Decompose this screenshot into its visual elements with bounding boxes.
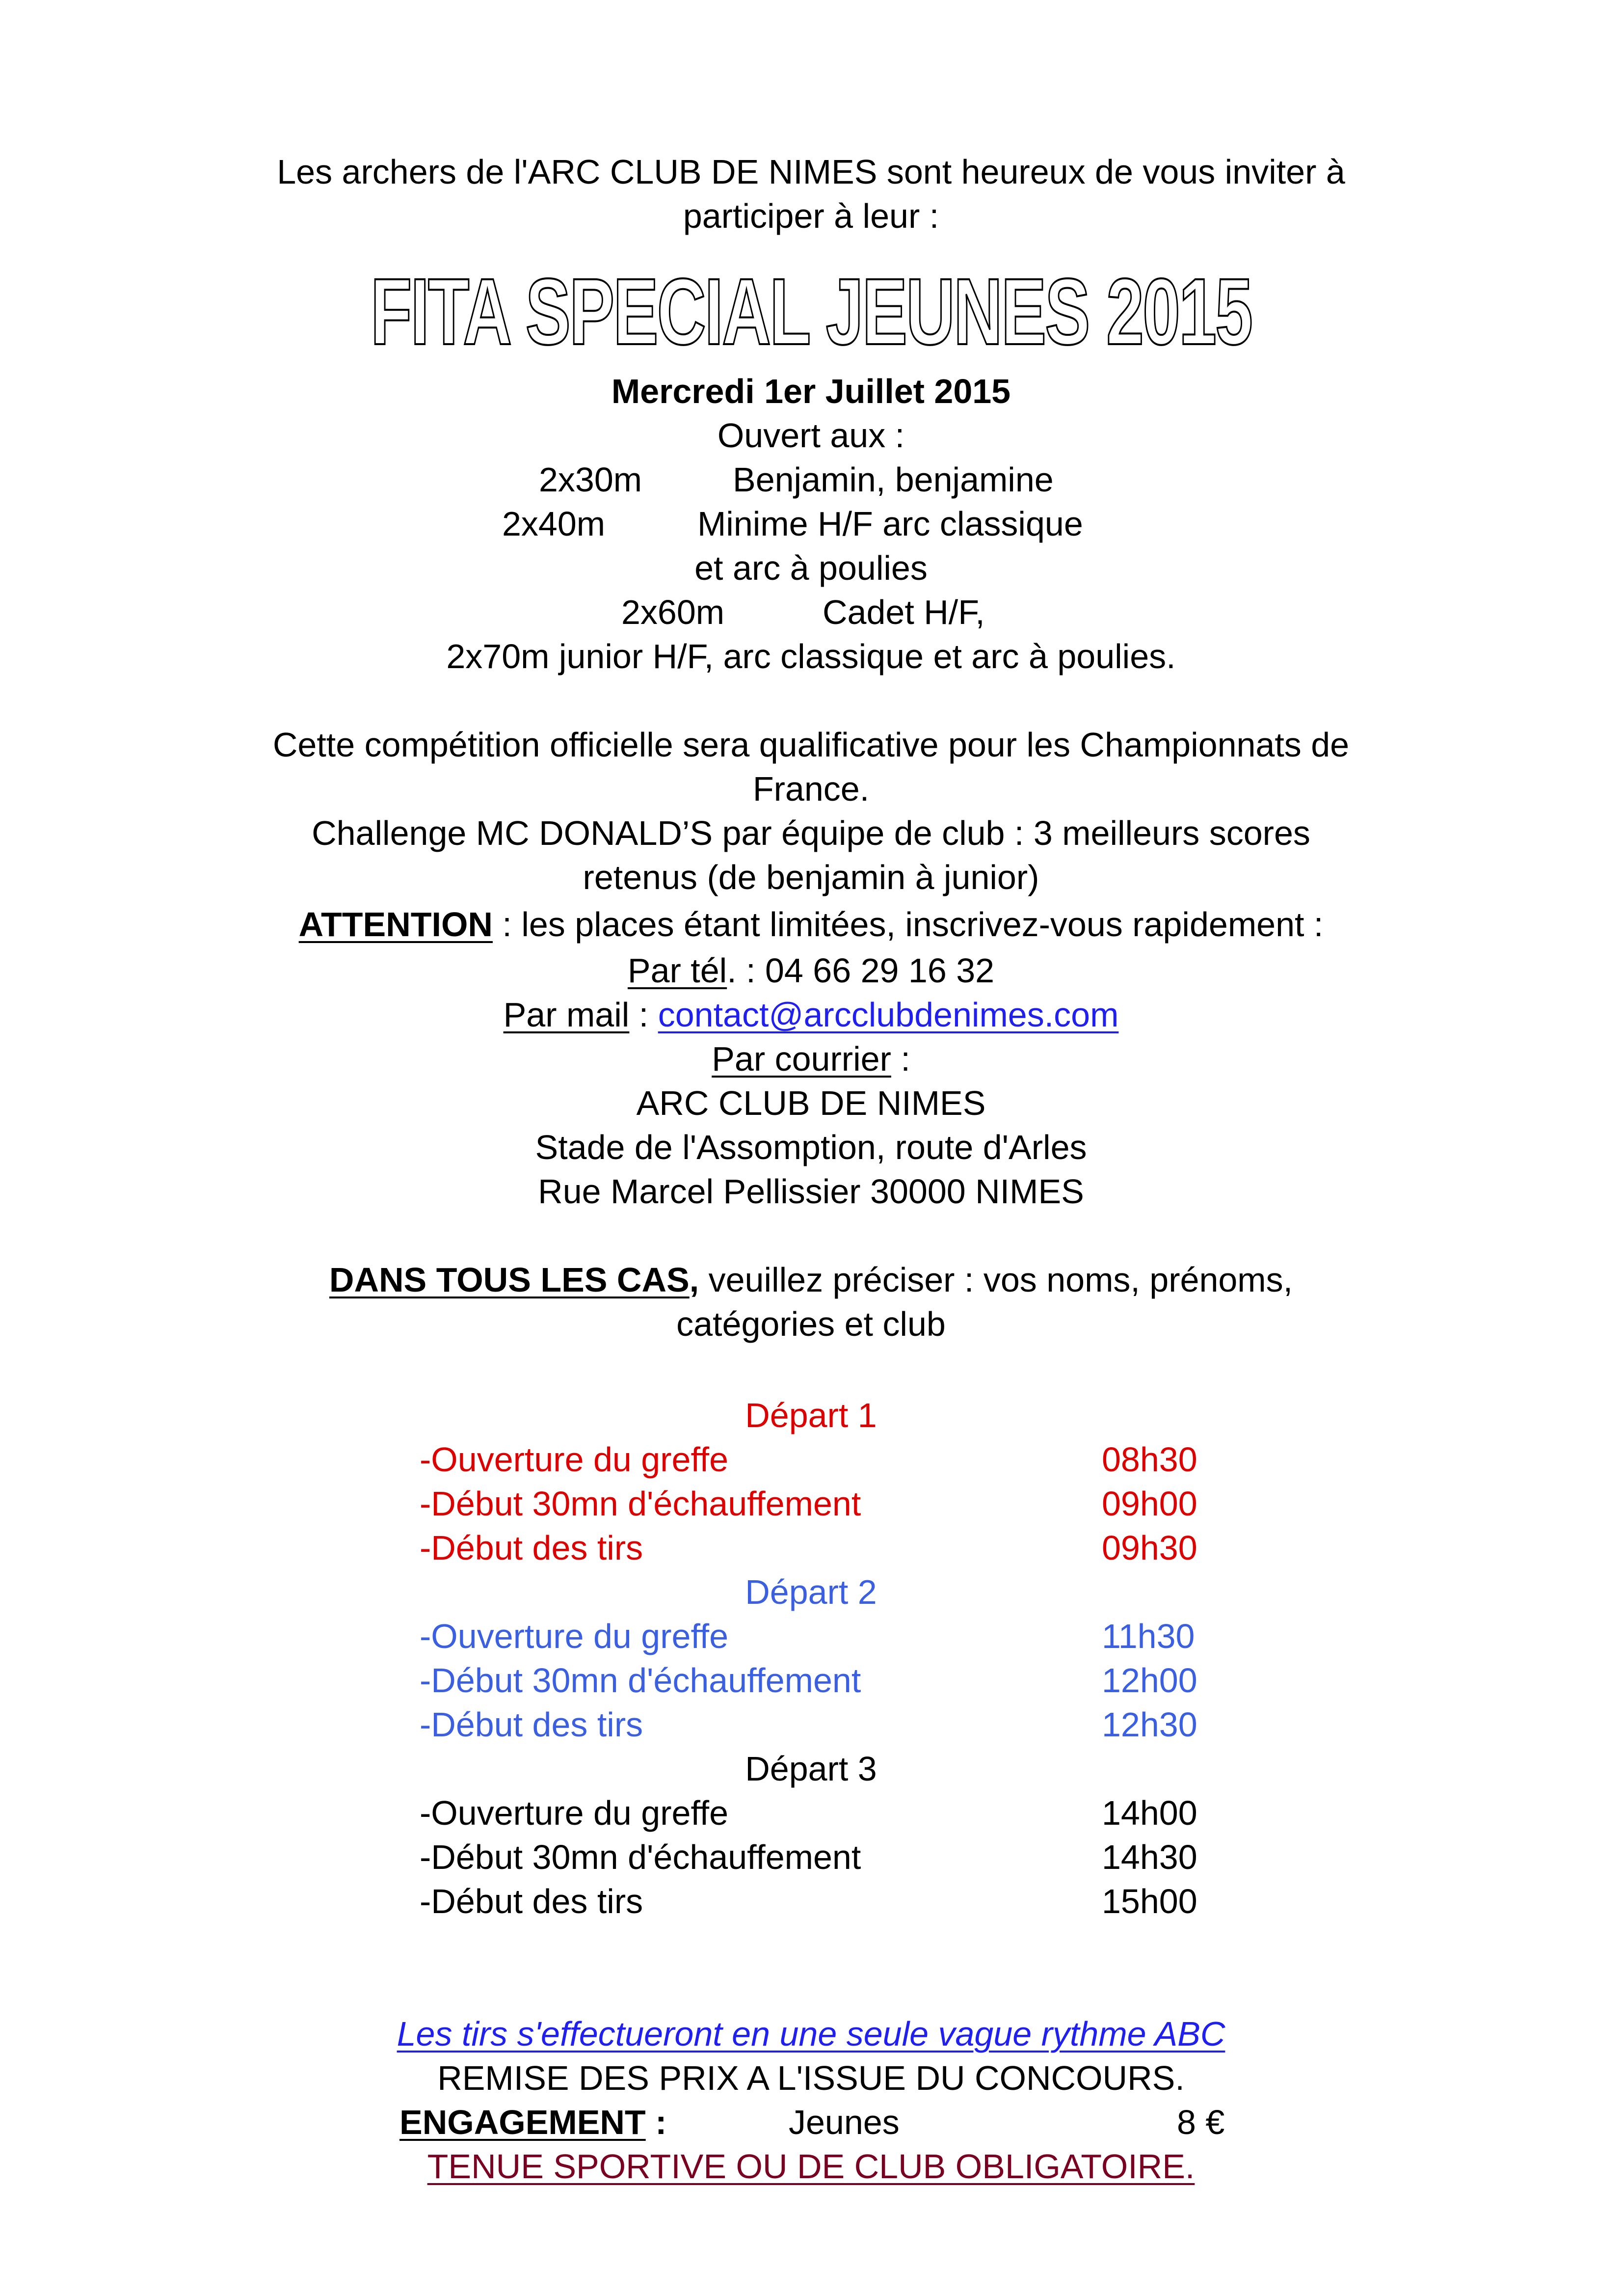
schedule-time: 12h00 [1102, 1661, 1197, 1700]
distance-2x60m: 2x60m [621, 593, 725, 631]
depart-2-row [420, 1702, 1215, 1747]
depart-1-title: Départ 1 [745, 1396, 877, 1434]
tenue-text: TENUE SPORTIVE OU DE CLUB OBLIGATOIRE. [427, 2147, 1195, 2186]
distance-2x30m: 2x30m [539, 460, 642, 499]
schedule-label: -Début 30mn d'échauffement [420, 1661, 861, 1700]
depart-3-title: Départ 3 [745, 1750, 877, 1788]
notice-comma: , [689, 1261, 699, 1299]
intro-line-2: participer à leur : [683, 197, 939, 235]
notice-line-1 [0, 1258, 1622, 1302]
schedule-time: 14h30 [1102, 1838, 1197, 1876]
depart-3-row [420, 1791, 1215, 1835]
contact-tel [0, 948, 1622, 993]
contact-mail [0, 993, 1622, 1037]
category-cadet: Cadet H/F, [823, 593, 985, 631]
open-to-heading: Ouvert aux : [717, 416, 905, 455]
address-line-3: Rue Marcel Pellissier 30000 NIMES [538, 1172, 1084, 1211]
tenue-line [0, 2144, 1622, 2188]
depart-2-row [420, 1614, 1215, 1658]
post-label: Par courrier [712, 1040, 891, 1078]
category-junior-line: 2x70m junior H/F, arc classique et arc à poulies. [446, 637, 1176, 675]
schedule-label: -Ouverture du greffe [420, 1440, 729, 1479]
schedule-label: -Ouverture du greffe [420, 1794, 729, 1832]
contact-post [0, 1037, 1622, 1081]
depart-3-row [420, 1879, 1215, 1923]
depart-2-row [420, 1658, 1215, 1702]
engagement-label-line [399, 2100, 666, 2144]
distance-2x40m: 2x40m [502, 505, 606, 543]
tel-label: Par tél [627, 951, 727, 990]
schedule-time: 09h30 [1102, 1529, 1197, 1567]
attention-text: : les places étant limitées, inscrivez-vous rapidement : [492, 905, 1324, 944]
depart-1-row [420, 1526, 1215, 1570]
mail-sep: : [629, 996, 658, 1034]
schedule-time: 14h00 [1102, 1794, 1197, 1832]
schedule-time: 09h00 [1102, 1485, 1197, 1523]
depart-1-row [420, 1437, 1215, 1482]
engagement-colon: : [645, 2103, 667, 2141]
schedule-label: -Début des tirs [420, 1705, 643, 1744]
schedule-label: -Ouverture du greffe [420, 1617, 729, 1655]
schedule-time: 12h30 [1102, 1705, 1197, 1744]
schedule-label: -Début 30mn d'échauffement [420, 1838, 861, 1876]
intro-line-1: Les archers de l'ARC CLUB DE NIMES sont heureux de vous inviter à [277, 153, 1345, 191]
engagement-label: ENGAGEMENT [399, 2103, 646, 2141]
notice-text: veuillez préciser : vos noms, prénoms, [699, 1261, 1293, 1299]
schedule-label: -Début des tirs [420, 1529, 643, 1567]
event-title: FITA SPECIAL JEUNES 2015 [370, 259, 1252, 364]
address-line-1: ARC CLUB DE NIMES [636, 1084, 986, 1122]
schedule-time: 08h30 [1102, 1440, 1197, 1479]
notice-line-2: catégories et club [676, 1305, 946, 1343]
remise-line: REMISE DES PRIX A L'ISSUE DU CONCOURS. [437, 2059, 1185, 2097]
vague-line [0, 2012, 1622, 2056]
schedule-label: -Début 30mn d'échauffement [420, 1485, 861, 1523]
attention-label: ATTENTION [298, 905, 493, 944]
depart-3-row [420, 1835, 1215, 1879]
mail-label: Par mail [503, 996, 630, 1034]
category-benjamin: Benjamin, benjamine [733, 460, 1054, 499]
challenge-line-1: Challenge MC DONALD’S par équipe de club : 3 meilleurs scores [312, 814, 1310, 852]
challenge-line-2: retenus (de benjamin à junior) [583, 858, 1039, 896]
qualif-line-1: Cette compétition officielle sera qualificative pour les Championnats de [272, 726, 1350, 764]
mail-link[interactable]: contact@arcclubdenimes.com [658, 996, 1119, 1034]
notice-label: DANS TOUS LES CAS [329, 1261, 690, 1299]
tel-value: . : 04 66 29 16 32 [727, 951, 995, 990]
category-continuation: et arc à poulies [694, 549, 928, 587]
schedule-time: 11h30 [1102, 1617, 1195, 1655]
post-sep: : [891, 1040, 910, 1078]
event-date: Mercredi 1er Juillet 2015 [611, 372, 1011, 410]
engagement-category: Jeunes [789, 2103, 900, 2141]
depart-1-row [420, 1482, 1215, 1526]
vague-link[interactable]: Les tirs s'effectueront en une seule vague rythme ABC [397, 2015, 1225, 2053]
category-minime: Minime H/F arc classique [697, 505, 1083, 543]
engagement-price: 8 € [1177, 2103, 1225, 2141]
schedule-label: -Début des tirs [420, 1882, 643, 1920]
qualif-line-2: France. [752, 770, 870, 808]
schedule-time: 15h00 [1102, 1882, 1197, 1920]
address-line-2: Stade de l'Assomption, route d'Arles [535, 1128, 1087, 1166]
attention-line [0, 902, 1622, 946]
depart-2-title: Départ 2 [745, 1573, 877, 1611]
